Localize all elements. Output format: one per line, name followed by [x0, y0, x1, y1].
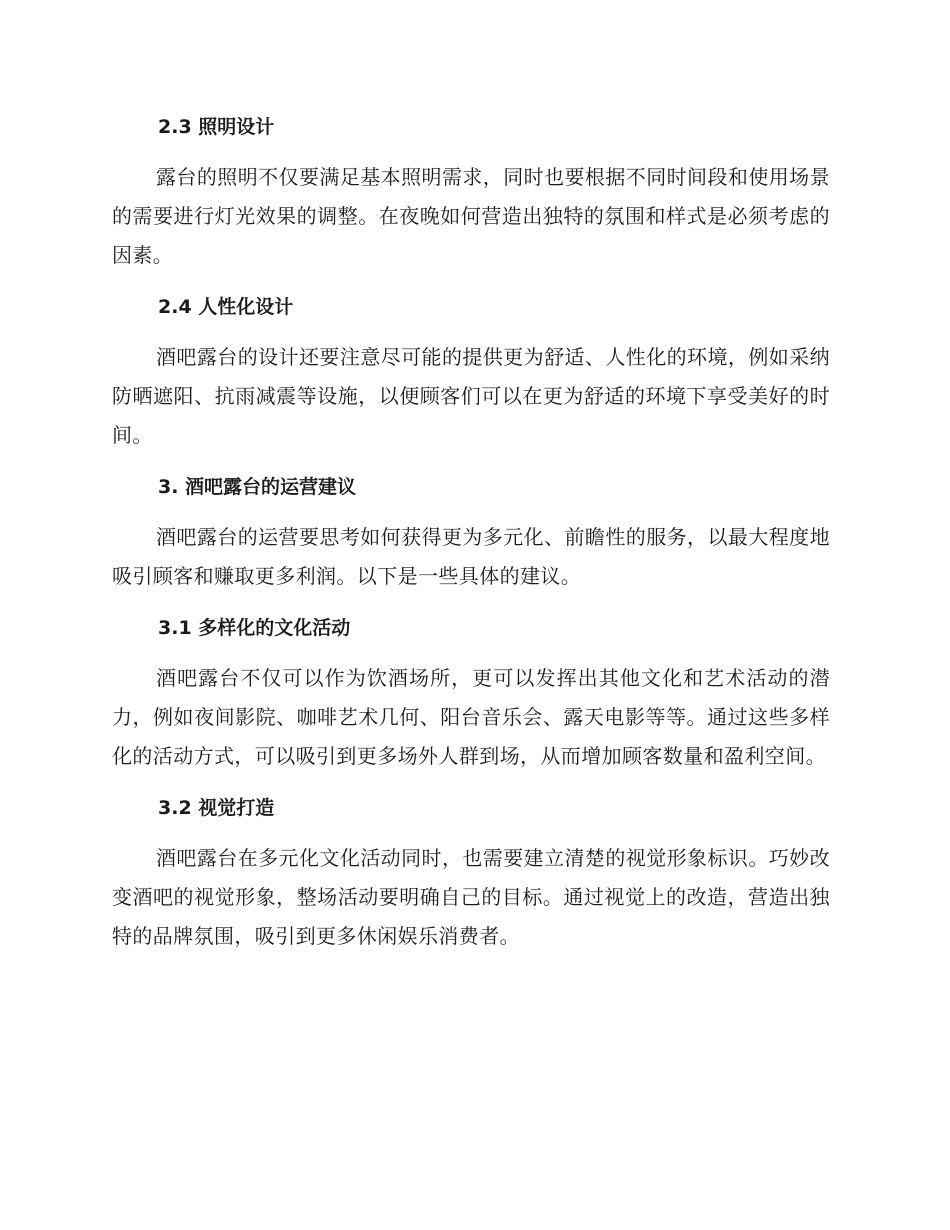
section-paragraph: 酒吧露台不仅可以作为饮酒场所，更可以发挥出其他文化和艺术活动的潜力，例如夜间影院、咖啡艺术几何、阳台音乐会、露天电影等等。通过这些多样化的活动方式，可以吸引到更多场外人群到场，从而增加顾客数量和盈利空间。: [112, 666, 830, 768]
section-lighting-design: [112, 112, 830, 275]
document-page: [112, 112, 830, 973]
section-heading: 2.3 照明设计: [158, 116, 275, 138]
section-paragraph: 酒吧露台在多元化文化活动同时，也需要建立清楚的视觉形象标识。巧妙改变酒吧的视觉形象，整场活动要明确自己的目标。通过视觉上的改造，营造出独特的品牌氛围，吸引到更多休闲娱乐消费者。: [112, 846, 830, 948]
section-heading: 2.4 人性化设计: [158, 296, 294, 318]
section-paragraph: 酒吧露台的设计还要注意尽可能的提供更为舒适、人性化的环境，例如采纳防晒遮阳、抗雨减震等设施，以便顾客们可以在更为舒适的环境下享受美好的时间。: [112, 345, 830, 447]
section-cultural-activities: [112, 613, 830, 776]
section-operation-suggestions: [112, 472, 830, 596]
section-visual-building: [112, 793, 830, 956]
section-heading: 3. 酒吧露台的运营建议: [158, 476, 357, 498]
section-paragraph: 酒吧露台的运营要思考如何获得更为多元化、前瞻性的服务，以最大程度地吸引顾客和赚取更多利润。以下是一些具体的建议。: [112, 525, 830, 588]
section-heading: 3.1 多样化的文化活动: [158, 617, 351, 639]
section-humanized-design: [112, 292, 830, 455]
section-paragraph: 露台的照明不仅要满足基本照明需求，同时也要根据不同时间段和使用场景的需要进行灯光效果的调整。在夜晚如何营造出独特的氛围和样式是必须考虑的因素。: [112, 165, 830, 267]
section-heading: 3.2 视觉打造: [158, 797, 275, 819]
